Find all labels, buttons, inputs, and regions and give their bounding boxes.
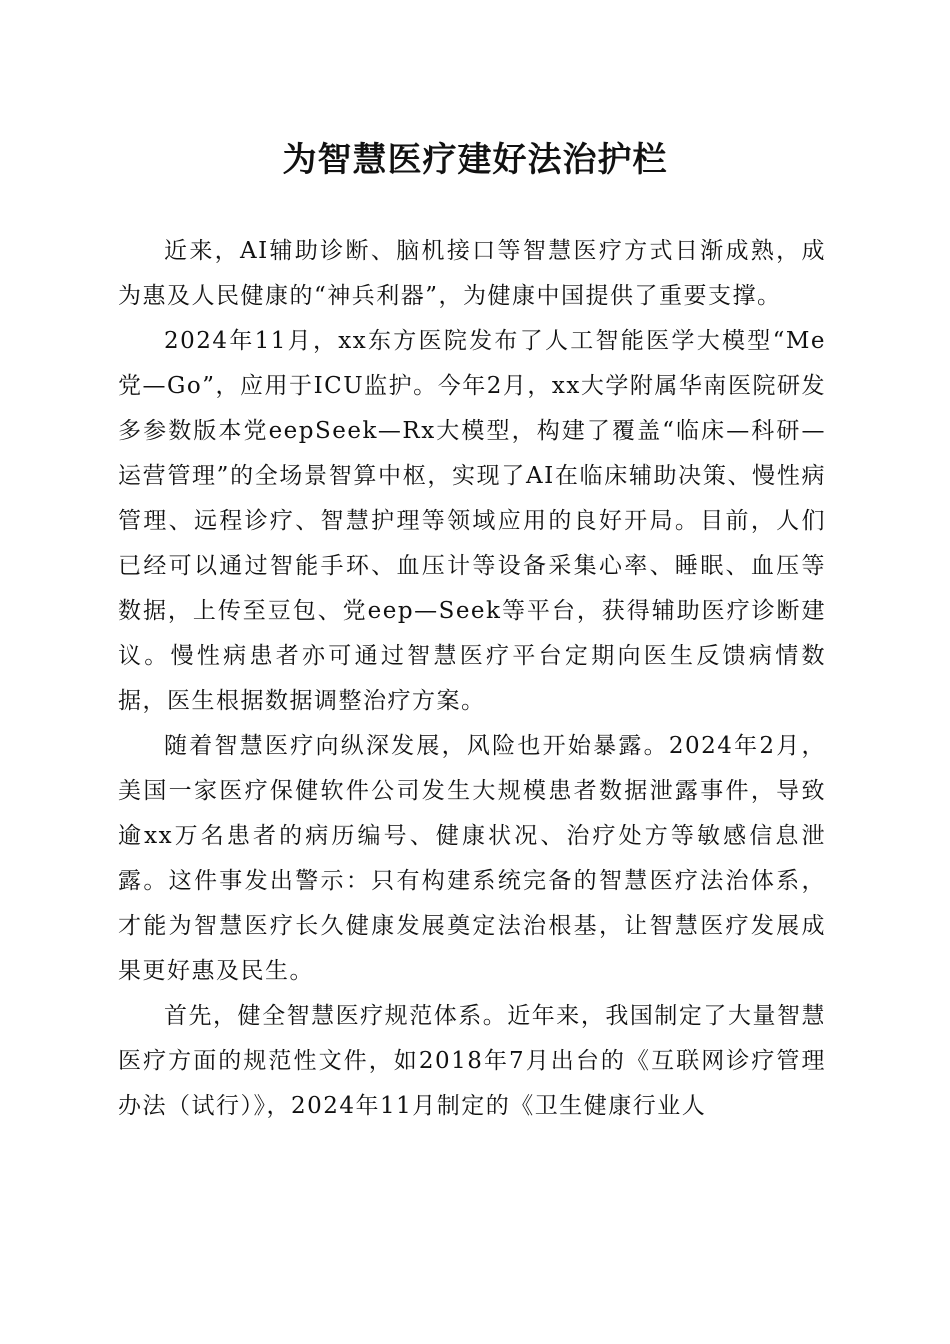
paragraph-1: 近来，AI辅助诊断、脑机接口等智慧医疗方式日渐成熟，成为惠及人民健康的“神兵利器”，为健康中国提供了重要支撑。: [118, 238, 826, 309]
document-title: 为智慧医疗建好法治护栏: [282, 140, 668, 180]
document-body: [118, 229, 826, 1129]
paragraph-3: 随着智慧医疗向纵深发展，风险也开始暴露。2024年2月，美国一家医疗保健软件公司发生大规模患者数据泄露事件，导致逾xx万名患者的病历编号、健康状况、治疗处方等敏感信息泄露。这件事发出警示：只有构建系统完备的智慧医疗法治体系，才能为智慧医疗长久健康发展奠定法治根基，让智慧医疗发展成果更好惠及民生。: [118, 733, 826, 984]
paragraph-4: 首先，健全智慧医疗规范体系。近年来，我国制定了大量智慧医疗方面的规范性文件，如2018年7月出台的《互联网诊疗管理办法（试行）》，2024年11月制定的《卫生健康行业人: [118, 1003, 826, 1119]
paragraph-2: 2024年11月，xx东方医院发布了人工智能医学大模型“Me党—Go”，应用于ICU监护。今年2月，xx大学附属华南医院研发多参数版本党eepSeek—Rx大模型，构建了覆盖“临床—科研—运营管理”的全场景智算中枢，实现了AI在临床辅助决策、慢性病管理、远程诊疗、智慧护理等领域应用的良好开局。目前，人们已经可以通过智能手环、血压计等设备采集心率、睡眠、血压等数据，上传至豆包、党eep—Seek等平台，获得辅助医疗诊断建议。慢性病患者亦可通过智慧医疗平台定期向医生反馈病情数据，医生根据数据调整治疗方案。: [118, 328, 826, 714]
